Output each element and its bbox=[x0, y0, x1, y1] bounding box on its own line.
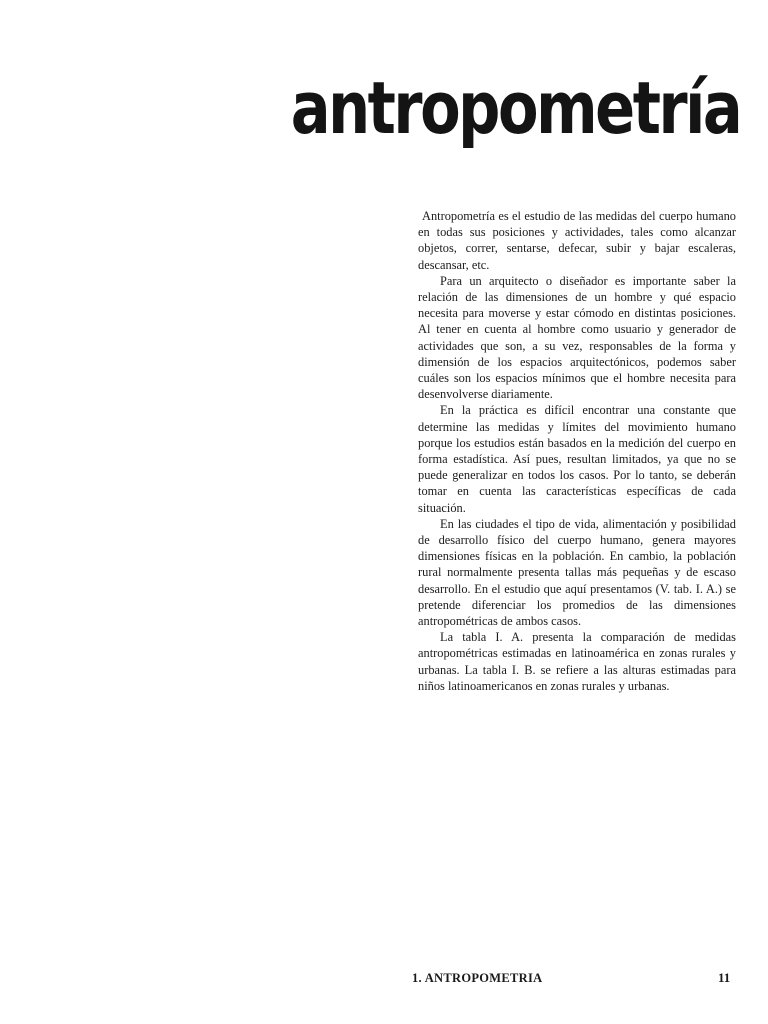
page-number: 11 bbox=[718, 970, 731, 985]
paragraph-1: Antropometría es el estudio de las medidas del cuerpo humano en todas sus posiciones y actividades, tales como alcanzar objetos, correr, sentarse, defecar, subir y bajar escaleras, descansar, etc. bbox=[418, 209, 736, 272]
paragraph-5: La tabla I. A. presenta la comparación de medidas antropométricas estimadas en latinoamérica en zonas rurales y urbanas. La tabla I. B. se refiere a las alturas estimadas para niños latinoamericanos en zonas rurales y urbanas. bbox=[418, 630, 736, 693]
paragraph-2: Para un arquitecto o diseñador es importante saber la relación de las dimensiones de un hombre y qué espacio necesita para moverse y estar cómodo en distintas posiciones. Al tener en cuenta al hombre como usuario y generador de actividades que son, a su vez, responsables de la forma y dimensión de los espacios arquitectónicos, podemos saber cuáles son los espacios mínimos que el hombre necesita para desenvolverse diariamente. bbox=[418, 273, 736, 402]
paragraph-4: En las ciudades el tipo de vida, alimentación y posibilidad de desarrollo físico del cuerpo humano, genera mayores dimensiones físicas en la población. En cambio, la población rural normalmente presenta tallas más pequeñas y de escaso desarrollo. En el estudio que aquí presentamos (V. tab. I. A.) se pretende diferenciar los promedios de las dimensiones antropométricas de ambos casos. bbox=[418, 516, 736, 629]
paragraph-3: En la práctica es difícil encontrar una constante que determine las medidas y límites del movimiento humano porque los estudios están basados en la medición del cuerpo en forma estadística. Así pues, resultan limitados, ya que no se puede generalizar en todos los casos. Por lo tanto, se deberán tomar en cuenta las características específicas de cada situación. bbox=[418, 403, 736, 515]
footer-chapter-label: 1. ANTROPOMETRIA bbox=[412, 971, 543, 985]
page-title: antropometría bbox=[290, 66, 740, 150]
page-footer bbox=[0, 971, 768, 991]
body-text bbox=[418, 208, 736, 694]
